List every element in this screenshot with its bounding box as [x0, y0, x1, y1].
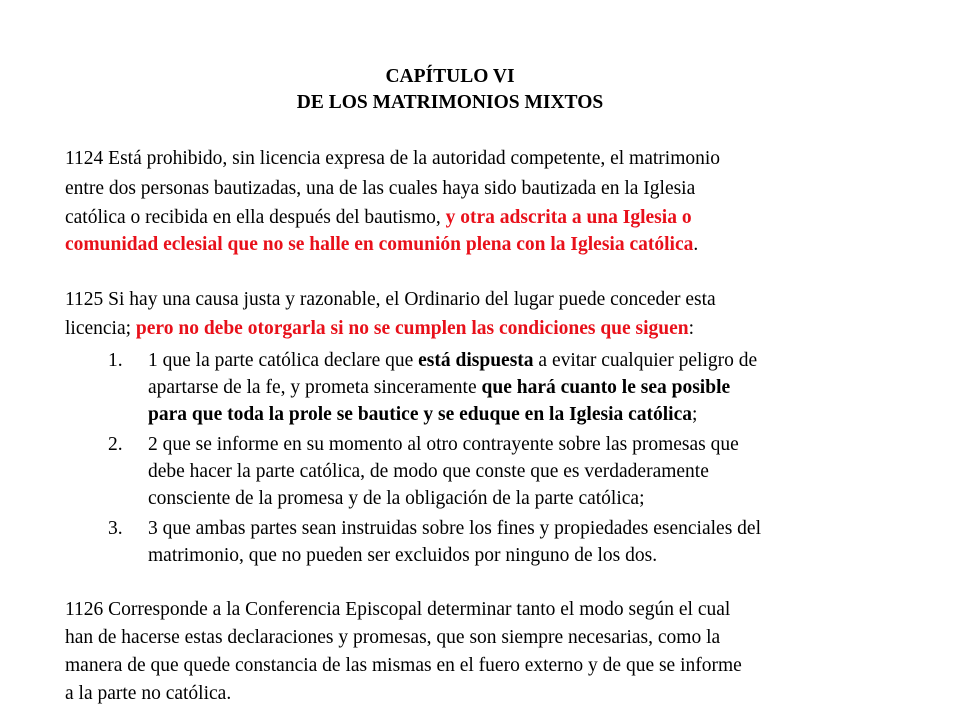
canon-1125-line-1: 1125 Si hay una causa justa y razonable, el Ordinario del lugar puede conceder esta — [65, 289, 716, 310]
highlighted-text: pero no debe otorgarla si no se cumplen las condiciones que siguen — [135, 318, 689, 339]
highlighted-text: comunidad eclesial que no se halle en comunión plena con la Iglesia católica — [65, 234, 694, 255]
canon-1125-line-2 — [65, 315, 925, 342]
condition-text: 1 que la parte católica declare que — [148, 350, 419, 371]
canon-1124-line-4 — [65, 231, 925, 258]
canon-1126-line-1: 1126 Corresponde a la Conferencia Episcopal determinar tanto el modo según el cual — [65, 599, 731, 620]
canon-1126-line-2: han de hacerse estas declaraciones y promesas, que son siempre necesarias, como la — [65, 627, 721, 648]
canon-1124-line-3 — [65, 204, 925, 231]
condition-text: consciente de la promesa y de la obligación de la parte católica; — [148, 488, 645, 509]
condition-text: apartarse de la fe, y prometa sinceramente — [148, 377, 482, 398]
condition-text: debe hacer la parte católica, de modo que conste que es verdaderamente — [148, 461, 709, 482]
canon-1124-line-2: entre dos personas bautizadas, una de las cuales haya sido bautizada en la Iglesia — [65, 178, 696, 199]
canon-1125-text: licencia; — [65, 318, 136, 339]
canon-1126-line-3: manera de que quede constancia de las mismas en el fuero externo y de que se informe — [65, 655, 742, 676]
canon-1124-text: católica o recibida en ella después del bautismo, — [65, 207, 446, 228]
highlighted-text: y otra adscrita a una Iglesia o — [445, 207, 692, 228]
condition-text: 3 que ambas partes sean instruidas sobre los fines y propiedades esenciales del — [148, 518, 761, 539]
condition-text: 2 que se informe en su momento al otro contrayente sobre las promesas que — [148, 434, 739, 455]
chapter-title: CAPÍTULO VI — [385, 66, 515, 87]
condition-text: ; — [692, 404, 698, 425]
list-number: 2. — [108, 434, 123, 455]
canon-1125-text: : — [688, 318, 695, 339]
canon-1126-line-4: a la parte no católica. — [65, 683, 232, 704]
canon-1124-text: . — [693, 234, 699, 255]
bold-text: que hará cuanto le sea posible — [481, 377, 731, 398]
list-number: 3. — [108, 518, 123, 539]
bold-text: para que toda la prole se bautice y se eduque en la Iglesia católica — [148, 404, 693, 425]
condition-text: a evitar cualquier peligro de — [533, 350, 758, 371]
canon-1124-line-1: 1124 Está prohibido, sin licencia expresa de la autoridad competente, el matrimonio — [65, 148, 721, 169]
condition-text: matrimonio, que no pueden ser excluidos por ninguno de los dos. — [148, 545, 658, 566]
list-number: 1. — [108, 350, 123, 371]
chapter-subtitle: DE LOS MATRIMONIOS MIXTOS — [296, 92, 604, 113]
bold-text: está dispuesta — [418, 350, 534, 371]
